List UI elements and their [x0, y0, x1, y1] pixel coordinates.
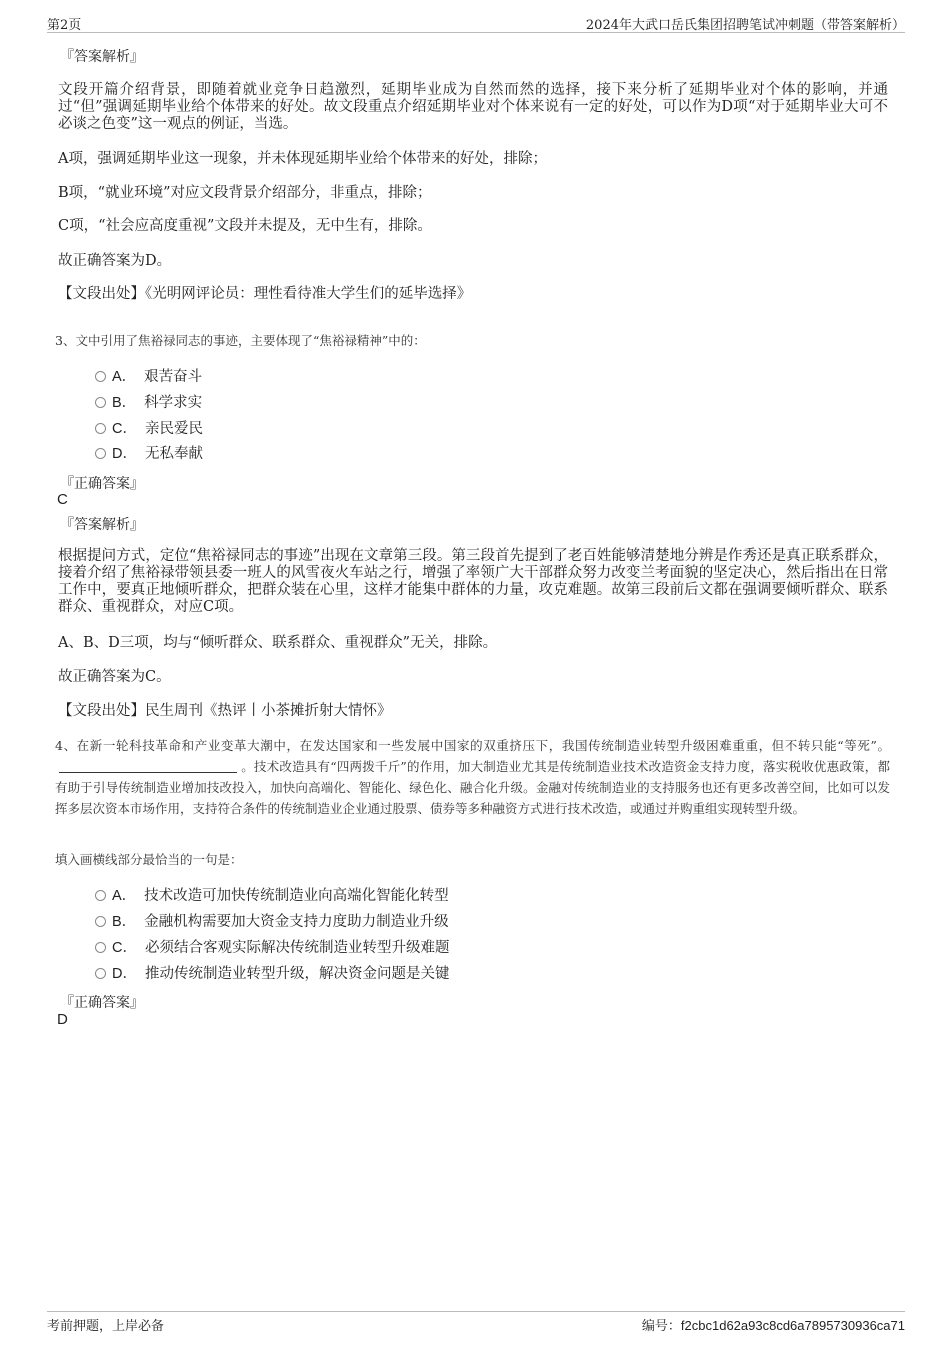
q3-option-a[interactable]: [95, 367, 202, 387]
radio-icon[interactable]: [95, 890, 106, 901]
option-text: 技术改造可加快传统制造业向高端化智能化转型: [144, 888, 449, 904]
radio-icon[interactable]: [95, 968, 106, 979]
document-title: 2024年大武口岳氏集团招聘笔试冲刺题（带答案解析）: [585, 18, 905, 33]
option-key: B．: [112, 395, 137, 411]
radio-icon[interactable]: [95, 371, 106, 382]
q3-correct-answer: C: [57, 491, 68, 508]
fill-in-blank: [59, 760, 237, 773]
q4-prompt: 填入画横线部分最恰当的一句是：: [55, 852, 243, 867]
radio-icon[interactable]: [95, 942, 106, 953]
q2-conclusion: 故正确答案为D。: [58, 253, 172, 269]
q4-correct-answer: D: [57, 1011, 68, 1028]
option-key: C．: [112, 421, 137, 437]
q4-option-c[interactable]: [95, 938, 449, 958]
document-code-value: f2cbc1d62a93c8cd6a7895730936ca71: [680, 1318, 905, 1333]
q4-question-before: 4、在新一轮科技革命和产业变革大潮中，在发达国家和一些发展中国家的双重挤压下，我国传统制造业转型升级困难重重，但不转只能“等死”。: [55, 738, 890, 753]
q2-option-b-note: B项，“就业环境”对应文段背景介绍部分，非重点，排除；: [58, 185, 432, 201]
q4-question: [55, 735, 890, 819]
q4-correct-label: 『正确答案』: [60, 995, 144, 1011]
document-code: [642, 1315, 905, 1334]
q3-question: 3、文中引用了焦裕禄同志的事迹，主要体现了“焦裕禄精神”中的：: [55, 333, 426, 348]
q3-correct-label: 『正确答案』: [60, 476, 144, 492]
q3-option-c[interactable]: [95, 419, 203, 439]
q2-analysis-label: 『答案解析』: [60, 49, 144, 65]
option-text: 金融机构需要加大资金支持力度助力制造业升级: [144, 914, 449, 930]
q3-abd-note: A、B、D三项，均与“倾听群众、联系群众、重视群众”无关，排除。: [58, 635, 498, 651]
document-code-label: 编号：: [641, 1319, 681, 1334]
option-text: 无私奉献: [144, 446, 203, 462]
option-text: 艰苦奋斗: [144, 369, 203, 385]
q4-option-b[interactable]: [95, 912, 449, 932]
option-key: B．: [112, 914, 137, 930]
q4-question-after: 。技术改造具有“四两拨千斤”的作用，加大制造业尤其是传统制造业技术改造资金支持力度，落实税收优惠政策，都有助于引导传统制造业增加技改投入，加快向高端化、智能化、绿色化、融合化升级。金融对传统制造业的支持服务也还有更多改善空间，比如可以发挥多层次资本市场作用，支持符合条件的传统制造业企业通过股票、债券等多种融资方式进行技术改造，或通过并购重组实现转型升级。: [55, 759, 890, 816]
q3-conclusion: 故正确答案为C。: [58, 669, 171, 685]
q4-option-a[interactable]: [95, 886, 449, 906]
page-number: 第2页: [47, 18, 82, 33]
option-text: 亲民爱民: [144, 421, 203, 437]
q2-source: 【文段出处】《光明网评论员：理性看待准大学生们的延毕选择》: [58, 286, 472, 302]
q3-analysis-text: 根据提问方式，定位“焦裕禄同志的事迹”出现在文章第三段。第三段首先提到了老百姓能够清楚地分辨是作秀还是真正联系群众，接着介绍了焦裕禄带领县委一班人的风雪夜火车站之行，增强了率领广大干部群众努力改变兰考面貌的坚定决心，然后指出在日常工作中，要真正地倾听群众，把群众装在心里，这样才能集中群体的力量，攻克难题。故第三段前后文都在强调要倾听群众、联系群众、重视群众，对应C项。: [58, 548, 888, 615]
option-key: D．: [112, 966, 137, 982]
q2-option-c-note: C项，“社会应高度重视”文段并未提及，无中生有，排除。: [58, 218, 432, 234]
radio-icon[interactable]: [95, 916, 106, 927]
page-footer: [47, 1311, 905, 1334]
q3-source: 【文段出处】民生周刊《热评丨小茶摊折射大情怀》: [58, 703, 392, 719]
option-key: C．: [112, 940, 137, 956]
option-text: 推动传统制造业转型升级，解决资金问题是关键: [144, 966, 450, 982]
radio-icon[interactable]: [95, 397, 106, 408]
page-header: [47, 14, 905, 33]
radio-icon[interactable]: [95, 423, 106, 434]
q4-option-d[interactable]: [95, 964, 449, 984]
q2-option-a-note: A项，强调延期毕业这一现象，并未体现延期毕业给个体带来的好处，排除；: [58, 151, 547, 167]
q2-analysis-text: 文段开篇介绍背景，即随着就业竞争日趋激烈，延期毕业成为自然而然的选择，接下来分析了延期毕业对个体的影响，并通过“但”强调延期毕业给个体带来的好处。故文段重点介绍延期毕业对个体来说有一定的好处，可以作为D项“对于延期毕业大可不必谈之色变”这一观点的例证，当选。: [58, 82, 888, 132]
option-key: D．: [112, 446, 137, 462]
q3-option-b[interactable]: [95, 393, 202, 413]
footer-slogan: 考前押题，上岸必备: [47, 1319, 165, 1334]
q3-analysis-label: 『答案解析』: [60, 517, 144, 533]
option-key: A．: [112, 369, 137, 385]
option-key: A．: [112, 888, 137, 904]
radio-icon[interactable]: [95, 448, 106, 459]
q3-option-d[interactable]: [95, 444, 203, 464]
option-text: 科学求实: [144, 395, 203, 411]
option-text: 必须结合客观实际解决传统制造业转型升级难题: [144, 940, 450, 956]
